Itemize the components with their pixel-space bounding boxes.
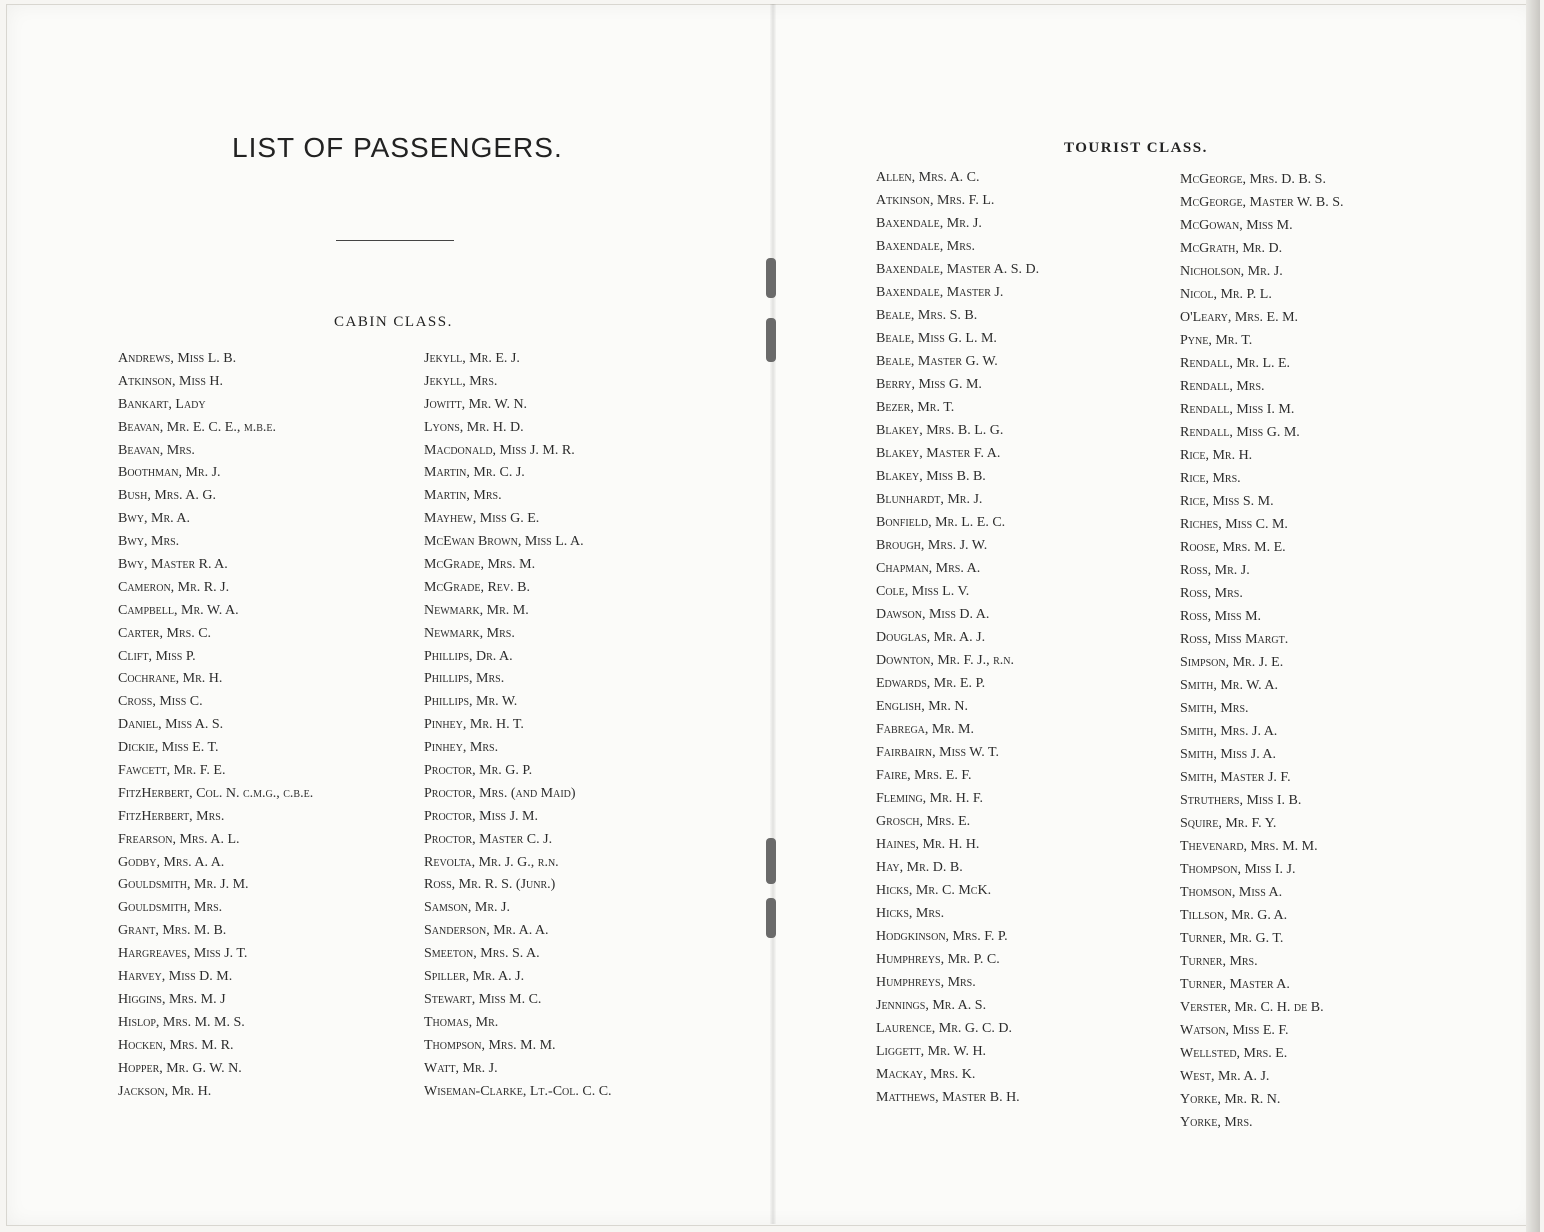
passenger-entry: Beavan, Mr. E. C. E., m.b.e. bbox=[118, 419, 276, 435]
passenger-entry: O'Leary, Mrs. E. M. bbox=[1180, 310, 1299, 325]
passenger-entry: Ross, Miss M. bbox=[1180, 609, 1262, 624]
passenger-entry: Grant, Mrs. M. B. bbox=[118, 923, 227, 939]
passenger-entry: Liggett, Mr. W. H. bbox=[876, 1044, 987, 1059]
passenger-entry: Faire, Mrs. E. F. bbox=[876, 768, 972, 783]
title-divider bbox=[336, 240, 454, 241]
passenger-entry: Fairbairn, Miss W. T. bbox=[876, 745, 999, 760]
passenger-entry: Jekyll, Mrs. bbox=[424, 373, 498, 389]
passenger-entry: Blunhardt, Mr. J. bbox=[876, 492, 983, 507]
passenger-entry: Samson, Mr. J. bbox=[424, 900, 510, 916]
passenger-entry: Atkinson, Miss H. bbox=[118, 373, 224, 389]
passenger-entry: Rice, Mr. H. bbox=[1180, 448, 1253, 463]
passenger-entry: Martin, Mr. C. J. bbox=[424, 465, 525, 481]
passenger-entry: Mackay, Mrs. K. bbox=[876, 1067, 976, 1082]
passenger-entry: McGrath, Mr. D. bbox=[1180, 241, 1283, 256]
passenger-entry: Phillips, Mrs. bbox=[424, 671, 505, 687]
passenger-entry: Beale, Mrs. S. B. bbox=[876, 308, 978, 323]
passenger-entry: McGrade, Mrs. M. bbox=[424, 557, 536, 573]
passenger-entry: Smeeton, Mrs. S. A. bbox=[424, 946, 540, 962]
passenger-entry: Turner, Mrs. bbox=[1180, 954, 1258, 969]
passenger-entry: McEwan Brown, Miss L. A. bbox=[424, 534, 584, 550]
tourist-class-heading: TOURIST CLASS. bbox=[1064, 140, 1208, 156]
passenger-entry: Atkinson, Mrs. F. L. bbox=[876, 193, 995, 208]
passenger-entry: Downton, Mr. F. J., r.n. bbox=[876, 653, 1014, 668]
passenger-entry: Bush, Mrs. A. G. bbox=[118, 488, 216, 504]
passenger-entry: Hargreaves, Miss J. T. bbox=[118, 946, 248, 962]
passenger-entry: Roose, Mrs. M. E. bbox=[1180, 540, 1286, 555]
passenger-entry: Jekyll, Mr. E. J. bbox=[424, 351, 520, 366]
passenger-entry: Jowitt, Mr. W. N. bbox=[424, 396, 528, 412]
passenger-entry: Beavan, Mrs. bbox=[118, 442, 195, 458]
passenger-entry: Allen, Mrs. A. C. bbox=[876, 170, 980, 185]
passenger-entry: Cameron, Mr. R. J. bbox=[118, 579, 230, 595]
passenger-entry: Campbell, Mr. W. A. bbox=[118, 602, 239, 618]
passenger-entry: Dickie, Miss E. T. bbox=[118, 740, 219, 756]
passenger-entry: Boothman, Mr. J. bbox=[118, 465, 221, 481]
cabin-class-heading: CABIN CLASS. bbox=[334, 314, 453, 330]
passenger-entry: Rendall, Miss G. M. bbox=[1180, 425, 1300, 440]
passenger-entry: Laurence, Mr. G. C. D. bbox=[876, 1021, 1012, 1036]
passenger-entry: Martin, Mrs. bbox=[424, 488, 502, 504]
passenger-entry: Newmark, Mrs. bbox=[424, 625, 515, 641]
passenger-entry: Rendall, Mrs. bbox=[1180, 379, 1265, 394]
passenger-entry: Bankart, Lady bbox=[118, 396, 206, 412]
passenger-entry: West, Mr. A. J. bbox=[1180, 1069, 1270, 1084]
passenger-entry: Gouldsmith, Mrs. bbox=[118, 900, 223, 916]
passenger-entry: Proctor, Miss J. M. bbox=[424, 808, 538, 824]
passenger-entry: Smith, Mr. W. A. bbox=[1180, 678, 1278, 693]
passenger-entry: Bonfield, Mr. L. E. C. bbox=[876, 515, 1006, 530]
passenger-entry: McGeorge, Mrs. D. B. S. bbox=[1180, 172, 1326, 187]
passenger-entry: Rice, Miss S. M. bbox=[1180, 494, 1274, 509]
passenger-entry: Phillips, Dr. A. bbox=[424, 648, 513, 664]
passenger-entry: Wiseman-Clarke, Lt.-Col. C. C. bbox=[424, 1083, 612, 1099]
passenger-entry: Nicol, Mr. P. L. bbox=[1180, 287, 1272, 302]
passenger-entry: Jackson, Mr. H. bbox=[118, 1083, 212, 1099]
passenger-entry: Pyne, Mr. T. bbox=[1180, 333, 1253, 348]
passenger-entry: Riches, Miss C. M. bbox=[1180, 517, 1288, 532]
passenger-entry: Squire, Mr. F. Y. bbox=[1180, 816, 1277, 831]
passenger-entry: Ross, Mr. R. S. (Junr.) bbox=[424, 877, 556, 893]
passenger-entry: Phillips, Mr. W. bbox=[424, 694, 518, 710]
passenger-entry: Hicks, Mrs. bbox=[876, 906, 945, 921]
passenger-entry: Smith, Mrs. bbox=[1180, 701, 1249, 716]
passenger-entry: Beale, Master G. W. bbox=[876, 354, 998, 369]
passenger-entry: Gouldsmith, Mr. J. M. bbox=[118, 877, 249, 893]
passenger-entry: Rendall, Miss I. M. bbox=[1180, 402, 1295, 417]
passenger-entry: Smith, Mrs. J. A. bbox=[1180, 724, 1278, 739]
passenger-entry: Clift, Miss P. bbox=[118, 648, 196, 664]
passenger-entry: Frearson, Mrs. A. L. bbox=[118, 831, 240, 847]
passenger-entry: Hay, Mr. D. B. bbox=[876, 860, 963, 875]
passenger-entry: Fabrega, Mr. M. bbox=[876, 722, 974, 737]
passenger-entry: Hodgkinson, Mrs. F. P. bbox=[876, 929, 1008, 944]
passenger-entry: Humphreys, Mrs. bbox=[876, 975, 976, 990]
passenger-entry: Verster, Mr. C. H. de B. bbox=[1180, 1000, 1324, 1015]
tourist-class-list-right bbox=[1180, 168, 1343, 1134]
passenger-entry: Matthews, Master B. H. bbox=[876, 1090, 1020, 1105]
passenger-entry: Newmark, Mr. M. bbox=[424, 602, 529, 618]
passenger-entry: Fleming, Mr. H. F. bbox=[876, 791, 984, 806]
passenger-entry: Macdonald, Miss J. M. R. bbox=[424, 442, 575, 458]
passenger-entry: Bezer, Mr. T. bbox=[876, 400, 955, 415]
passenger-entry: Godby, Mrs. A. A. bbox=[118, 854, 225, 870]
passenger-entry: Yorke, Mrs. bbox=[1180, 1115, 1253, 1130]
passenger-entry: Proctor, Master C. J. bbox=[424, 831, 553, 847]
passenger-entry: Smith, Master J. F. bbox=[1180, 770, 1291, 785]
left-page bbox=[0, 0, 770, 1220]
passenger-entry: Pinhey, Mrs. bbox=[424, 740, 499, 756]
passenger-entry: Humphreys, Mr. P. C. bbox=[876, 952, 1000, 967]
passenger-entry: Nicholson, Mr. J. bbox=[1180, 264, 1283, 279]
passenger-entry: Beale, Miss G. L. M. bbox=[876, 331, 997, 346]
passenger-entry: Douglas, Mr. A. J. bbox=[876, 630, 986, 645]
passenger-entry: Thomson, Miss A. bbox=[1180, 885, 1283, 900]
passenger-entry: Chapman, Mrs. A. bbox=[876, 561, 981, 576]
passenger-entry: Lyons, Mr. H. D. bbox=[424, 419, 524, 435]
passenger-entry: Rendall, Mr. L. E. bbox=[1180, 356, 1291, 371]
passenger-entry: Hopper, Mr. G. W. N. bbox=[118, 1060, 242, 1076]
passenger-entry: Berry, Miss G. M. bbox=[876, 377, 982, 392]
passenger-entry: Higgins, Mrs. M. J bbox=[118, 991, 226, 1007]
passenger-entry: Blakey, Mrs. B. L. G. bbox=[876, 423, 1004, 438]
passenger-entry: Struthers, Miss I. B. bbox=[1180, 793, 1302, 808]
passenger-entry: Stewart, Miss M. C. bbox=[424, 991, 542, 1007]
passenger-entry: Simpson, Mr. J. E. bbox=[1180, 655, 1284, 670]
passenger-entry: Blakey, Miss B. B. bbox=[876, 469, 986, 484]
passenger-entry: Thompson, Mrs. M. M. bbox=[424, 1037, 556, 1053]
passenger-entry: Watt, Mr. J. bbox=[424, 1060, 498, 1076]
passenger-entry: Mayhew, Miss G. E. bbox=[424, 511, 540, 527]
passenger-entry: Baxendale, Mrs. bbox=[876, 239, 975, 254]
passenger-entry: McGowan, Miss M. bbox=[1180, 218, 1293, 233]
passenger-entry: FitzHerbert, Mrs. bbox=[118, 808, 225, 824]
passenger-entry: Bwy, Mrs. bbox=[118, 534, 180, 550]
passenger-entry: Brough, Mrs. J. W. bbox=[876, 538, 988, 553]
passenger-entry: Turner, Master A. bbox=[1180, 977, 1290, 992]
passenger-entry: Daniel, Miss A. S. bbox=[118, 717, 224, 733]
passenger-entry: Cole, Miss L. V. bbox=[876, 584, 970, 599]
passenger-entry: Rice, Mrs. bbox=[1180, 471, 1241, 486]
passenger-entry: McGrade, Rev. B. bbox=[424, 579, 530, 595]
passenger-entry: Turner, Mr. G. T. bbox=[1180, 931, 1284, 946]
passenger-entry: English, Mr. N. bbox=[876, 699, 968, 714]
passenger-entry: Baxendale, Mr. J. bbox=[876, 216, 982, 231]
cabin-class-list-right bbox=[424, 348, 612, 1103]
passenger-entry: Carter, Mrs. C. bbox=[118, 625, 212, 641]
passenger-entry: Baxendale, Master A. S. D. bbox=[876, 262, 1040, 277]
passenger-entry: Proctor, Mrs. (and Maid) bbox=[424, 785, 576, 801]
passenger-entry: Bwy, Master R. A. bbox=[118, 557, 228, 573]
right-page bbox=[776, 0, 1534, 1220]
passenger-entry: Harvey, Miss D. M. bbox=[118, 969, 233, 985]
passenger-entry: Ross, Mrs. bbox=[1180, 586, 1243, 601]
passenger-entry: Watson, Miss E. F. bbox=[1180, 1023, 1289, 1038]
passenger-entry: Thomas, Mr. bbox=[424, 1014, 499, 1030]
passenger-entry: Jennings, Mr. A. S. bbox=[876, 998, 987, 1013]
passenger-entry: Proctor, Mr. G. P. bbox=[424, 763, 533, 779]
passenger-entry: Ross, Miss Margt. bbox=[1180, 632, 1289, 647]
passenger-entry: Grosch, Mrs. E. bbox=[876, 814, 971, 829]
passenger-entry: Hislop, Mrs. M. M. S. bbox=[118, 1014, 245, 1030]
passenger-entry: Fawcett, Mr. F. E. bbox=[118, 763, 226, 779]
passenger-entry: Cross, Miss C. bbox=[118, 694, 203, 710]
tourist-class-list-left bbox=[876, 166, 1039, 1109]
passenger-entry: Thompson, Miss I. J. bbox=[1180, 862, 1296, 877]
passenger-entry: Smith, Miss J. A. bbox=[1180, 747, 1277, 762]
passenger-entry: Ross, Mr. J. bbox=[1180, 563, 1250, 578]
passenger-entry: Hocken, Mrs. M. R. bbox=[118, 1037, 234, 1053]
passenger-entry: Thevenard, Mrs. M. M. bbox=[1180, 839, 1318, 854]
passenger-entry: Yorke, Mr. R. N. bbox=[1180, 1092, 1281, 1107]
passenger-entry: Revolta, Mr. J. G., r.n. bbox=[424, 854, 559, 870]
passenger-entry: Spiller, Mr. A. J. bbox=[424, 969, 525, 985]
passenger-entry: Tillson, Mr. G. A. bbox=[1180, 908, 1288, 923]
cabin-class-list-left bbox=[118, 348, 313, 1103]
passenger-entry: Bwy, Mr. A. bbox=[118, 511, 190, 527]
passenger-entry: Sanderson, Mr. A. A. bbox=[424, 923, 549, 939]
page-title: LIST OF PASSENGERS. bbox=[232, 132, 563, 163]
passenger-entry: Edwards, Mr. E. P. bbox=[876, 676, 986, 691]
passenger-entry: Andrews, Miss L. B. bbox=[118, 351, 237, 366]
passenger-entry: FitzHerbert, Col. N. c.m.g., c.b.e. bbox=[118, 785, 314, 801]
passenger-entry: Cochrane, Mr. H. bbox=[118, 671, 223, 687]
passenger-entry: Blakey, Master F. A. bbox=[876, 446, 1001, 461]
passenger-entry: Hicks, Mr. C. McK. bbox=[876, 883, 992, 898]
passenger-entry: McGeorge, Master W. B. S. bbox=[1180, 195, 1344, 210]
passenger-entry: Pinhey, Mr. H. T. bbox=[424, 717, 524, 733]
passenger-entry: Dawson, Miss D. A. bbox=[876, 607, 990, 622]
passenger-entry: Wellsted, Mrs. E. bbox=[1180, 1046, 1288, 1061]
passenger-entry: Haines, Mr. H. H. bbox=[876, 837, 980, 852]
passenger-entry: Baxendale, Master J. bbox=[876, 285, 1004, 300]
